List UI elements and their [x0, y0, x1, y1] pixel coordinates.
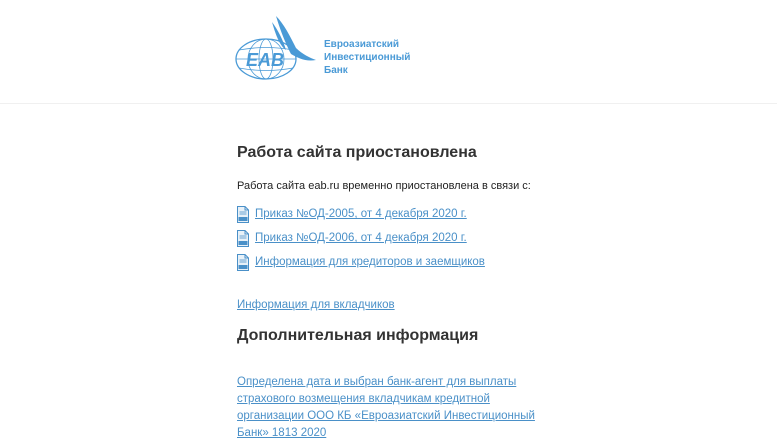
payout-news-link[interactable]: Определена дата и выбран банк-агент для выплаты страхового возмещения вкладчикам кредитной организации ООО КБ «Евроазиатский Инвестиционный Банк» 1813 2020: [237, 376, 535, 439]
order-2005-link[interactable]: Приказ №ОД-2005, от 4 декабря 2020 г.: [255, 208, 467, 220]
additional-info-title: Дополнительная информация: [237, 327, 479, 344]
bank-name-line-3: Банк: [324, 65, 348, 76]
doc-file-icon: [237, 254, 249, 271]
doc-file-icon: [237, 206, 249, 223]
doc-file-icon: [237, 230, 249, 247]
depositors-info-link[interactable]: Информация для вкладчиков: [237, 299, 395, 311]
document-list: [237, 202, 537, 274]
order-2006-link[interactable]: Приказ №ОД-2006, от 4 декабря 2020 г.: [255, 232, 467, 244]
bank-name-line-1: Евроазиатский: [324, 39, 400, 50]
intro-text: Работа сайта eab.ru временно приостановлена в связи с:: [237, 180, 531, 192]
page-title: Работа сайта приостановлена: [237, 144, 477, 161]
list-item: [237, 226, 537, 250]
main-content: [237, 144, 537, 274]
list-item: [237, 250, 537, 274]
news-item: [237, 373, 537, 441]
list-item: [237, 202, 537, 226]
bank-name[interactable]: [324, 38, 410, 77]
bank-name-line-2: Инвестиционный: [324, 52, 411, 63]
svg-text:EAB: EAB: [246, 50, 285, 70]
site-header: [0, 0, 777, 104]
bank-logo-icon[interactable]: [236, 14, 316, 80]
creditors-info-link[interactable]: Информация для кредиторов и заемщиков: [255, 256, 485, 268]
